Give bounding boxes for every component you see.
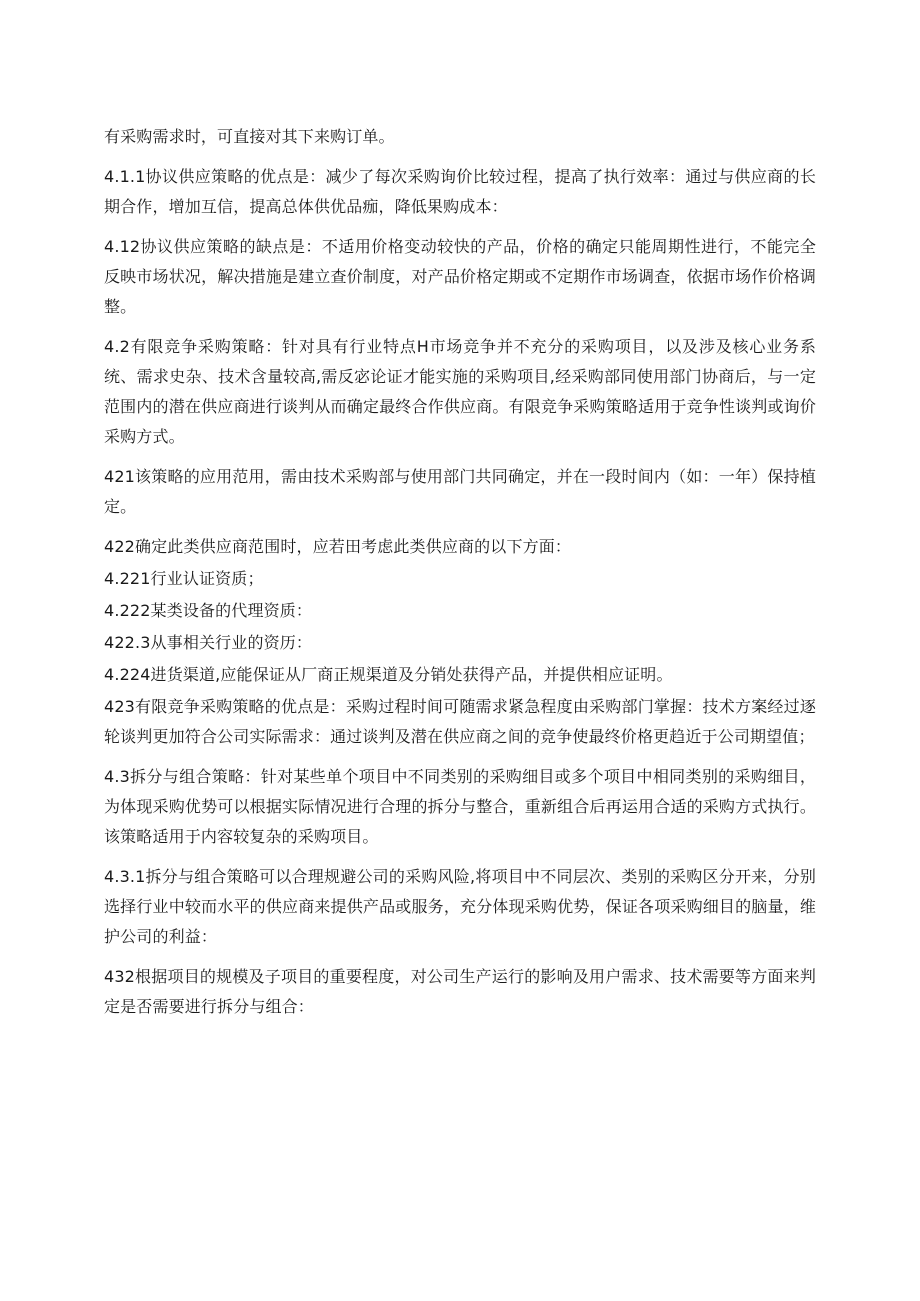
paragraph-4-1-2: 4.12协议供应策略的缺点是：不适用价格变动较快的产品，价格的确定只能周期性进行，不能完全反映市场状况，解决措施是建立查价制度，对产品价格定期或不定期作市场调查，依据市场作价格调整。: [104, 237, 816, 316]
paragraph-continuation: 有采购需求时，可直接对其下来购订单。: [104, 127, 395, 146]
paragraph-4-3-2: 432根据项目的规模及子项目的重要程度，对公司生产运行的影响及用户需求、技术需要等方面来判定是否需要进行拆分与组合：: [104, 967, 816, 1016]
paragraph-4-2-2-4: 4.224进货渠道,应能保证从厂商正规渠道及分销处获得产品，并提供相应证明。: [104, 665, 673, 684]
document-page: [104, 122, 816, 1022]
paragraph-4-2-2: 422确定此类供应商范围时，应若田考虑此类供应商的以下方面：: [104, 537, 572, 556]
paragraph-4-1-1: 4.1.1协议供应策略的优点是：减少了每次采购询价比较过程，提高了执行效率：通过与供应商的长期合作，增加互信，提高总体供优品痂，降低果购成本：: [104, 167, 816, 216]
paragraph-4-3-1: 4.3.1拆分与组合策略可以合理规避公司的采购风险,将项目中不同层次、类别的采购区分开来，分别选择行业中较而水平的供应商来提供产品或服务，充分体现采购优势，保证各项采购细目的脑量，维护公司的利益：: [104, 867, 816, 946]
paragraph-4-2-1: 421该策略的应用范用，需由技术采购部与使用部门共同确定，并在一段时间内（如：一年）保持植定。: [104, 467, 816, 516]
paragraph-4-2-3: 423有限竞争采购策略的优点是：采购过程时间可随需求紧急程度由采购部门掌握：技术方案经过逐轮谈判更加符合公司实际需求：通过谈判及潜在供应商之间的竞争使最终价格更趋近于公司期望值；: [104, 697, 816, 746]
paragraph-4-3: 4.3拆分与组合策略：针对某些单个项目中不同类别的采购细目或多个项目中相同类别的采购细目，为体现采购优势可以根据实际情况进行合理的拆分与整合，重新组合后再运用合适的采购方式执行。该策略适用于内容较复杂的采购项目。: [104, 767, 816, 846]
paragraph-4-2-2-3: 422.3从事相关行业的资历：: [104, 633, 313, 652]
paragraph-4-2-2-1: 4.221行业认证资质；: [104, 569, 264, 588]
paragraph-4-2-2-2: 4.222某类设备的代理资质：: [104, 601, 313, 620]
paragraph-4-2: 4.2有限竞争采购策略：针对具有行业特点H市场竞争并不充分的采购项目，以及涉及核心业务系统、需求史杂、技术含量较高,需反宓论证才能实施的采购项目,经采购部同使用部门协商后，与一定范围内的潜在供应商进行谈判从而确定最终合作供应商。有限竞争采购策略适用于竞争性谈判或询价采购方式。: [104, 337, 816, 446]
